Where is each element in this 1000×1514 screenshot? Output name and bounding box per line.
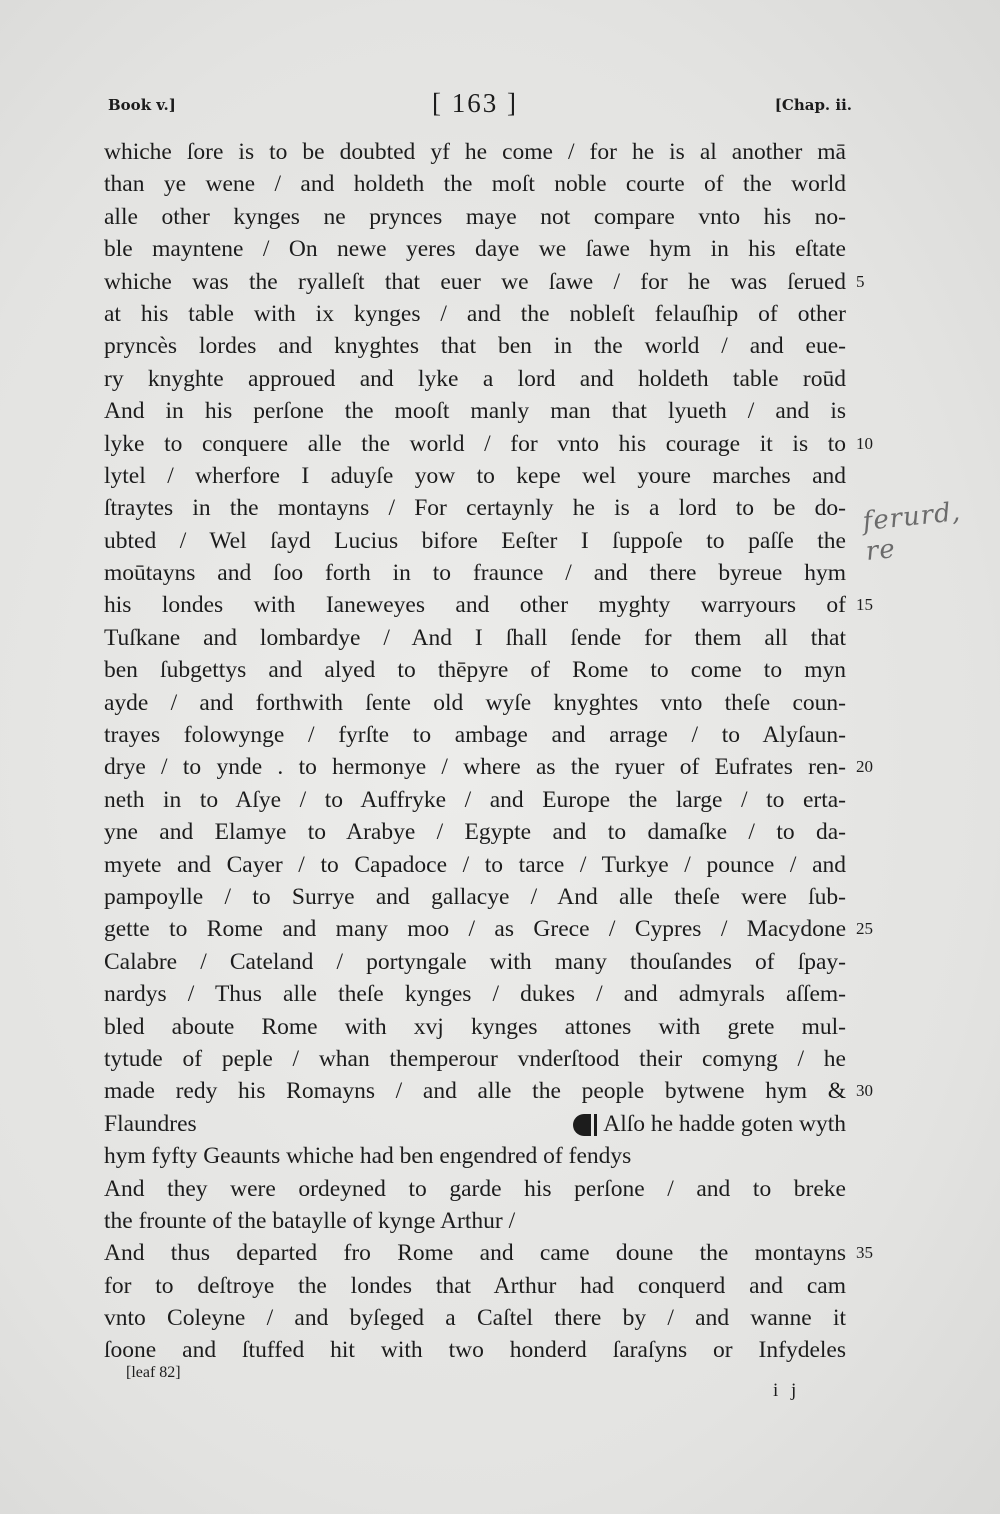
line-text — [573, 1108, 846, 1140]
line-text: whiche ſore is to be doubted yf he come / for he is al another mā — [104, 139, 846, 165]
text-line — [104, 395, 846, 427]
line-text: his londes with Ianeweyes and other myghty warryours of — [104, 592, 846, 619]
running-head — [0, 88, 1000, 122]
line-text: vnto Coleyne / and byſeged a Caſtel there by / and wanne it — [104, 1305, 846, 1332]
text-line — [104, 428, 873, 460]
text-line — [104, 266, 865, 298]
line-text: hym fyfty Geaunts whiche had ben engendred of fendys — [104, 1143, 632, 1170]
text-line — [104, 881, 846, 913]
text-line — [104, 525, 846, 557]
line-text: bled aboute Rome with xvj kynges attones with grete mul- — [104, 1013, 846, 1040]
book-label: Book v.] — [108, 96, 176, 114]
text-line — [104, 492, 846, 524]
line-text: gette to Rome and many moo / as Grece / Cypres / Macydone — [104, 916, 846, 943]
line-text: lytel / wherfore I aduyſe yow to kepe wel youre marches and — [104, 462, 846, 489]
text-line — [104, 330, 846, 362]
line-text-right: Alſo he hadde goten wyth — [603, 1110, 846, 1137]
line-text: at his table with ix kynges / and the nobleſt felauſhip of other — [104, 300, 846, 327]
line-text: And they were ordeyned to garde his perſone / and to breke — [104, 1175, 846, 1202]
text-line — [104, 687, 846, 719]
line-text: And thus departed fro Rome and came doune the montayns — [104, 1240, 846, 1267]
page-number: [ 163 ] — [432, 88, 518, 118]
line-text: ben ſubgettys and alyed to thēpyre of Rome to come to myn — [104, 657, 846, 684]
text-line — [104, 719, 846, 751]
text-line — [104, 816, 846, 848]
text-line — [104, 168, 846, 200]
text-line — [104, 751, 873, 783]
line-text: myete and Cayer / to Capadoce / to tarce / Turkye / pounce / and — [104, 851, 846, 878]
line-number: 25 — [856, 919, 873, 939]
line-text: ry knyghte approued and lyke a lord and holdeth table roūd — [104, 365, 846, 392]
line-text: moūtayns and ſoo forth in to fraunce / and there byreue hym — [104, 560, 846, 587]
text-line — [104, 1140, 846, 1172]
text-line — [104, 557, 846, 589]
line-text: drye / to ynde . to hermonye / where as the ryuer of Eufrates ren- — [104, 754, 846, 781]
line-text: made redy his Romayns / and alle the people bytwene hym & — [104, 1078, 846, 1105]
paragraph-mark-icon — [573, 1114, 591, 1136]
line-number: 20 — [856, 757, 873, 777]
text-line — [104, 1173, 846, 1205]
line-text: yne and Elamye to Arabye / Egypte and to damaſke / to da- — [104, 819, 846, 846]
text-line — [104, 1334, 846, 1366]
line-text: ſtraytes in the montayns / For certaynly he is a lord to be do- — [104, 495, 846, 522]
handwritten-marginal-note: ferurd, re — [861, 496, 963, 567]
line-text: ſoone and ſtuffed hit with two honderd ſaraſyns or Infydeles — [104, 1337, 846, 1364]
text-line — [104, 1108, 846, 1140]
text-line — [104, 1302, 846, 1334]
line-number: 35 — [856, 1243, 873, 1263]
text-line — [104, 622, 846, 654]
line-text: pampoylle / to Surrye and gallacye / And alle theſe were ſub- — [104, 883, 846, 910]
line-number: 15 — [856, 595, 873, 615]
text-line — [104, 233, 846, 265]
line-text: Flaundres — [104, 1110, 197, 1137]
line-text: whiche was the ryalleſt that euer we ſawe / for he was ſerued — [104, 268, 846, 295]
leaf-note: [leaf 82] — [126, 1364, 181, 1381]
text-line — [104, 1270, 846, 1302]
line-text: ubted / Wel ſayd Lucius bifore Eeſter I ſuppoſe to paſſe the — [104, 527, 846, 554]
text-line — [104, 654, 846, 686]
line-text: And in his perſone the mooſt manly man that lyueth / and is — [104, 398, 846, 425]
line-number: 10 — [856, 433, 873, 453]
line-text: tytude of peple / whan themperour vnderſtood their comyng / he — [104, 1045, 846, 1072]
text-line — [104, 946, 846, 978]
text-line — [104, 913, 873, 945]
text-line — [104, 363, 846, 395]
text-line — [104, 849, 846, 881]
line-text: pryncès lordes and knyghtes that ben in the world / and eue- — [104, 333, 846, 360]
text-line — [104, 1075, 873, 1107]
text-line — [104, 784, 846, 816]
text-line — [104, 978, 846, 1010]
text-line — [104, 1011, 846, 1043]
text-line — [104, 460, 846, 492]
line-text: for to deſtroye the londes that Arthur had conquerd and cam — [104, 1272, 846, 1299]
line-text: ble mayntene / On newe yeres daye we ſawe hym in his eſtate — [104, 236, 846, 263]
line-text: than ye wene / and holdeth the moſt noble courte of the world — [104, 171, 846, 198]
line-number: 5 — [856, 271, 865, 291]
line-text: Tuſkane and lombardye / And I ſhall ſende for them all that — [104, 624, 846, 651]
text-line — [104, 589, 873, 621]
line-text: neth in to Aſye / to Auffryke / and Europe the large / to erta- — [104, 786, 846, 813]
text-line — [104, 1043, 846, 1075]
line-text: lyke to conquere alle the world / for vnto his courage it is to — [104, 430, 846, 457]
text-line — [104, 1205, 846, 1237]
line-text: nardys / Thus alle theſe kynges / dukes / and admyrals aſſem- — [104, 981, 846, 1008]
line-text: Calabre / Cateland / portyngale with many thouſandes of ſpay- — [104, 948, 846, 975]
line-text: the frounte of the bataylle of kynge Arthur / — [104, 1207, 516, 1234]
text-line — [104, 201, 846, 233]
body-text — [104, 136, 873, 1367]
text-line — [104, 1237, 873, 1269]
line-text: alle other kynges ne prynces maye not compare vnto his no- — [104, 203, 846, 230]
text-line — [104, 136, 846, 168]
line-text: ayde / and forthwith ſente old wyſe knyghtes vnto theſe coun- — [104, 689, 846, 716]
line-text: trayes folowynge / fyrſte to ambage and arrage / to Alyſaun- — [104, 722, 846, 749]
signature-mark: i j — [773, 1380, 801, 1401]
text-line — [104, 298, 846, 330]
chapter-label: [Chap. ii. — [774, 96, 852, 114]
line-number: 30 — [856, 1081, 873, 1101]
